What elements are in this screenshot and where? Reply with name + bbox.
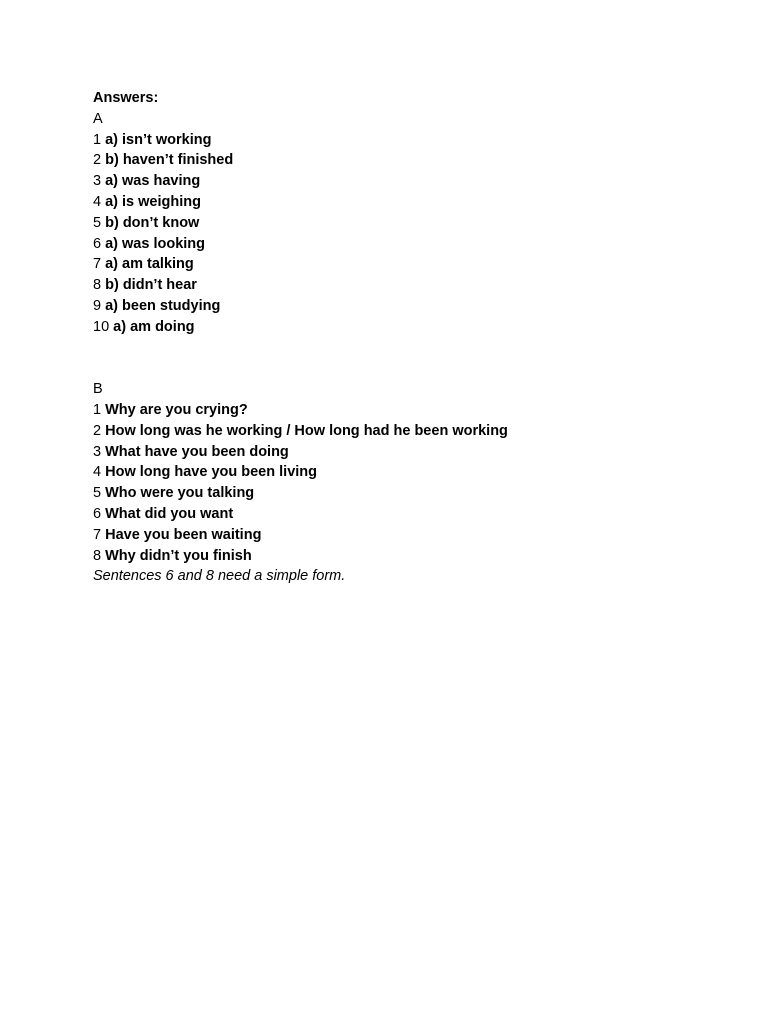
item-answer: a) was looking (105, 235, 206, 252)
item-answer: a) isn’t working (105, 131, 212, 148)
section-b-item (93, 525, 733, 546)
section-b-list (93, 400, 733, 566)
item-number: 5 (93, 485, 102, 502)
section-a-item (93, 150, 733, 171)
item-answer: How long have you been living (105, 464, 317, 481)
item-number: 3 (93, 173, 102, 190)
item-number: 1 (93, 401, 102, 418)
section-b-item (93, 462, 733, 483)
section-a-item (93, 171, 733, 192)
item-number: 8 (93, 547, 102, 564)
section-b-item (93, 546, 733, 567)
item-answer: a) am talking (105, 256, 194, 273)
item-answer: How long was he working / How long had he been working (105, 422, 508, 439)
item-number: 4 (93, 193, 102, 210)
section-a-label: A (93, 110, 103, 127)
item-answer: What did you want (105, 505, 234, 522)
item-answer: b) haven’t finished (105, 152, 234, 169)
item-number: 6 (93, 505, 102, 522)
section-a-item (93, 234, 733, 255)
item-number: 1 (93, 131, 102, 148)
item-number: 2 (93, 422, 102, 439)
section-a-item (93, 317, 733, 338)
section-a-list (93, 130, 733, 338)
item-answer: b) didn’t hear (105, 277, 197, 294)
item-answer: Have you been waiting (105, 526, 262, 543)
section-a-item (93, 275, 733, 296)
item-answer: a) been studying (105, 297, 221, 314)
section-b-item (93, 400, 733, 421)
section-b-item (93, 504, 733, 525)
item-number: 9 (93, 297, 102, 314)
answer-sheet (93, 88, 733, 587)
section-b-item (93, 483, 733, 504)
section-a-item (93, 192, 733, 213)
item-number: 6 (93, 235, 102, 252)
item-answer: Why are you crying? (105, 401, 248, 418)
item-number: 10 (93, 318, 110, 335)
item-number: 7 (93, 256, 102, 273)
section-a-item (93, 130, 733, 151)
item-answer: Who were you talking (105, 485, 255, 502)
section-spacer (93, 338, 733, 380)
section-a-item (93, 213, 733, 234)
item-answer: a) is weighing (105, 193, 201, 210)
item-answer: a) am doing (113, 318, 195, 335)
item-answer: What have you been doing (105, 443, 289, 460)
item-number: 7 (93, 526, 102, 543)
section-b-item (93, 442, 733, 463)
item-number: 5 (93, 214, 102, 231)
item-answer: b) don’t know (105, 214, 200, 231)
item-number: 4 (93, 464, 102, 481)
section-a-item (93, 254, 733, 275)
section-b-note: Sentences 6 and 8 need a simple form. (93, 568, 346, 585)
item-number: 2 (93, 152, 102, 169)
section-a-item (93, 296, 733, 317)
section-b-item (93, 421, 733, 442)
item-answer: Why didn’t you finish (105, 547, 252, 564)
item-number: 3 (93, 443, 102, 460)
answers-heading: Answers: (93, 90, 159, 106)
section-b-label: B (93, 381, 103, 398)
item-answer: a) was having (105, 173, 201, 190)
item-number: 8 (93, 277, 102, 294)
